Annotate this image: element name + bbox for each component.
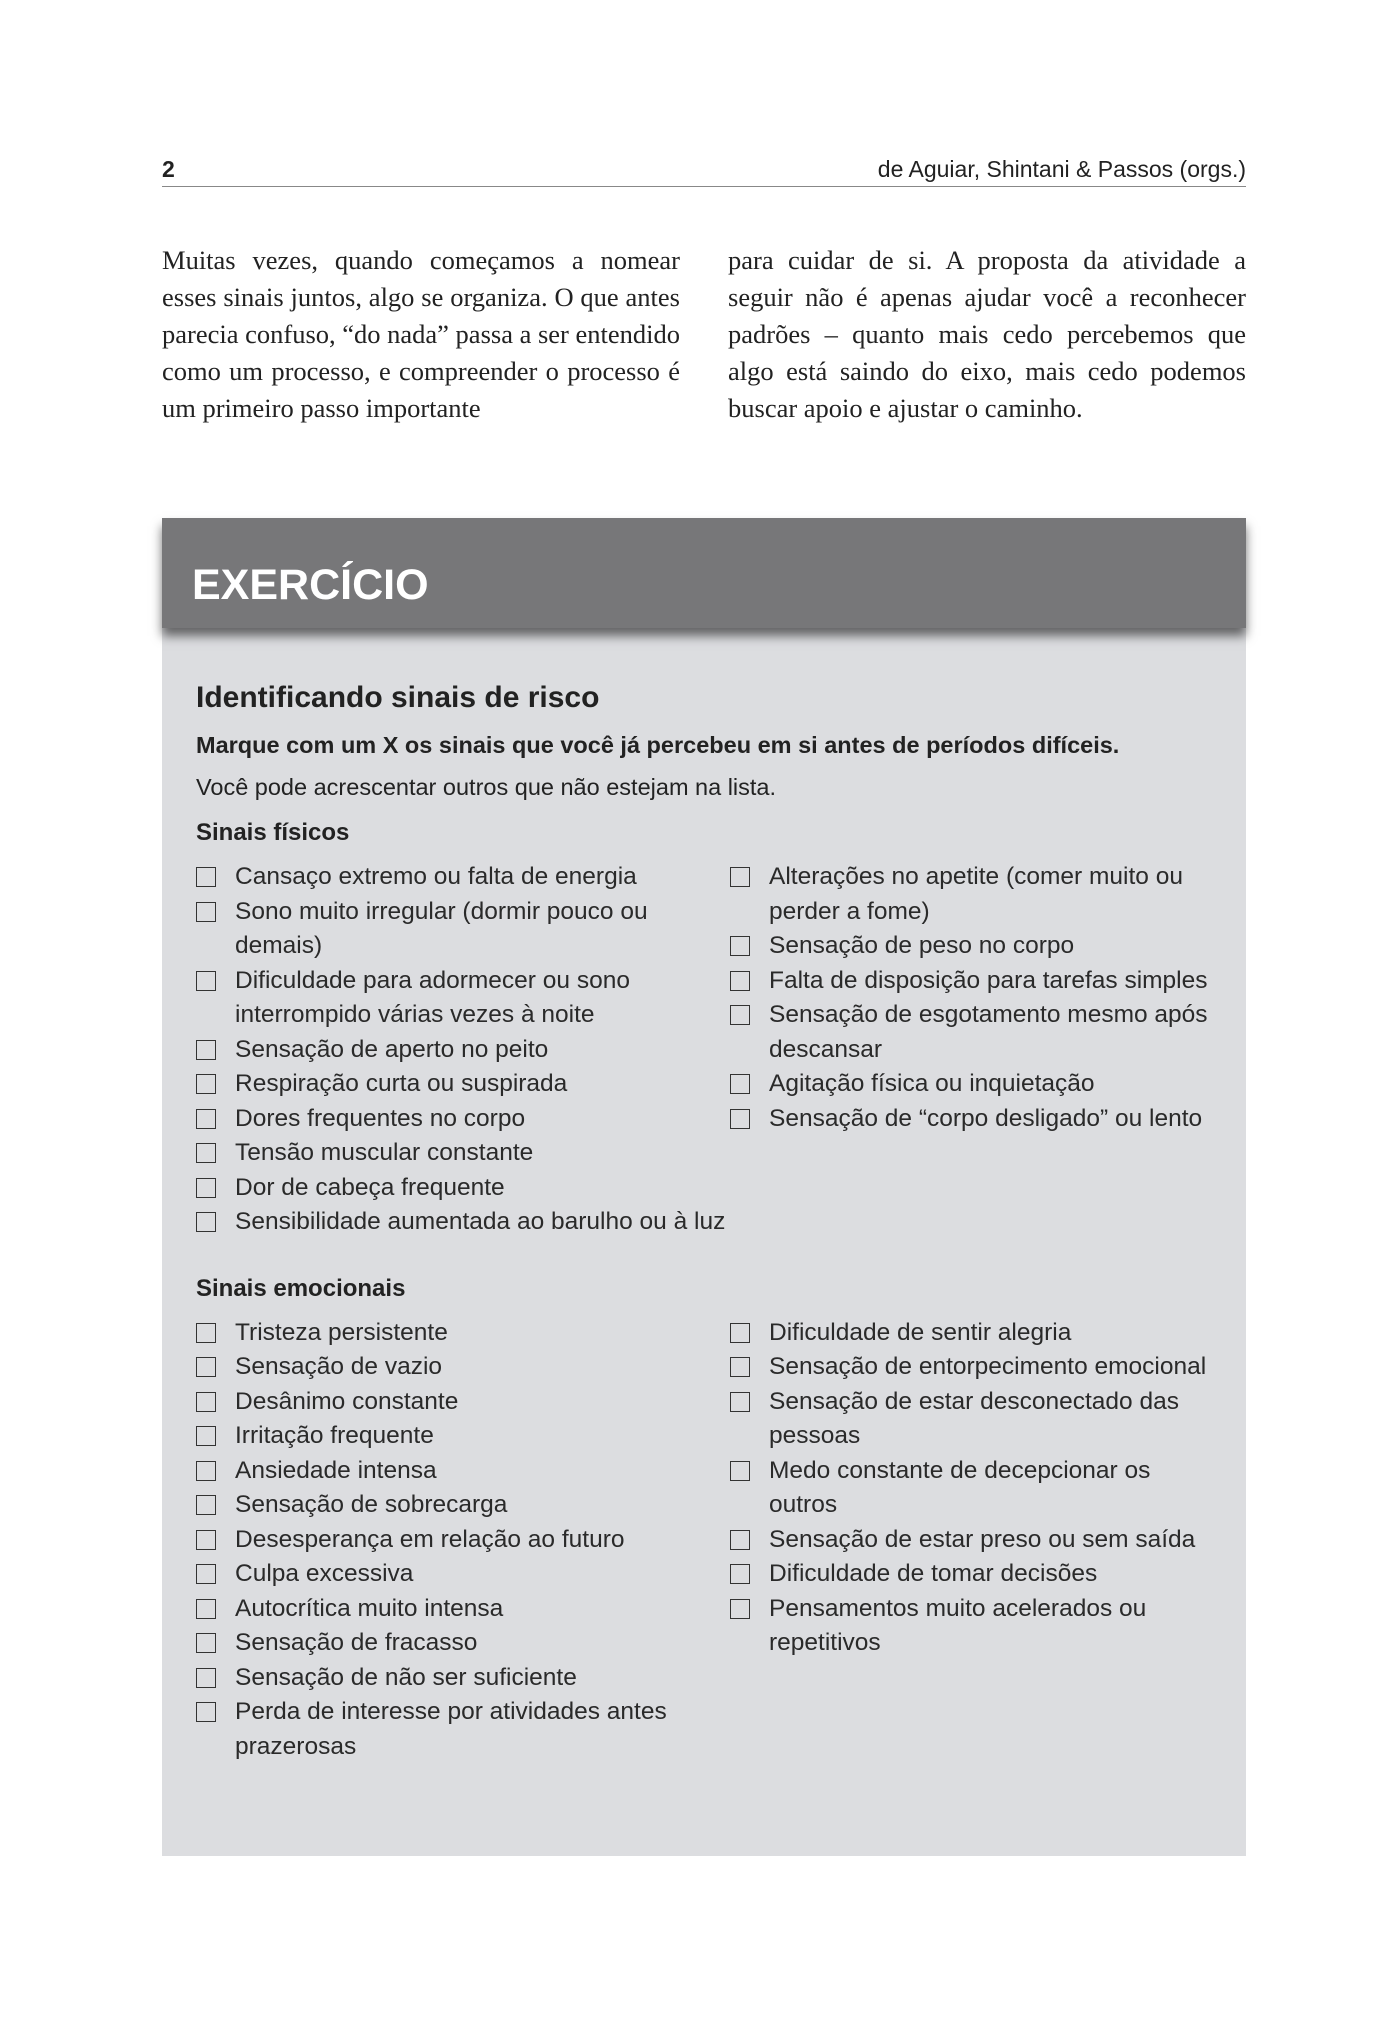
checklist-item-label: Dificuldade de tomar decisões	[769, 1560, 1098, 1587]
exercise-banner-label: EXERCÍCIO	[192, 561, 429, 609]
exercise-content	[196, 674, 1216, 1764]
checklist-item-label: Dores frequentes no corpo	[235, 1104, 526, 1132]
checkbox[interactable]	[196, 902, 216, 922]
checklist-item	[730, 1523, 1210, 1558]
checkbox[interactable]	[196, 1564, 216, 1584]
checklist-item	[196, 1592, 730, 1627]
checklist-item-label: Sensação de “corpo desligado” ou lento	[769, 1104, 1203, 1132]
checklist	[730, 1316, 1210, 1661]
checkbox[interactable]	[196, 1495, 216, 1515]
checklist-item	[196, 1695, 730, 1764]
checkbox[interactable]	[196, 1212, 216, 1232]
checkbox[interactable]	[196, 1109, 216, 1129]
checklist-item	[196, 1136, 730, 1171]
checkbox[interactable]	[730, 1461, 750, 1481]
checklist-item-label: Irritação frequente	[235, 1422, 434, 1449]
checklist-item-label: Autocrítica muito intensa	[235, 1594, 504, 1622]
intro-text	[162, 242, 1246, 427]
checklist-item	[196, 1557, 730, 1592]
section-heading: Sinais físicos	[196, 819, 350, 846]
checklist-item	[196, 1488, 730, 1523]
checkbox[interactable]	[196, 1702, 216, 1722]
checklist-item-label: Desânimo constante	[235, 1387, 459, 1415]
checkbox[interactable]	[730, 936, 750, 956]
checkbox[interactable]	[196, 1357, 216, 1377]
checklist-item	[196, 1454, 730, 1489]
checklist-item-label: Agitação física ou inquietação	[769, 1070, 1095, 1097]
checklist-item-label: Culpa excessiva	[235, 1560, 414, 1587]
checkbox[interactable]	[196, 1323, 216, 1343]
checklist-column-left	[196, 1316, 730, 1765]
checkbox[interactable]	[730, 1392, 750, 1412]
checkbox[interactable]	[196, 1074, 216, 1094]
checklist-item	[196, 964, 730, 1033]
checklist	[196, 860, 730, 1240]
checklist-item-label: Sensação de entorpecimento emocional	[769, 1353, 1207, 1380]
checklist-item-label: Cansaço extremo ou falta de energia	[235, 863, 637, 890]
checkbox[interactable]	[196, 1530, 216, 1550]
checklist-item-label: Sensação de sobrecarga	[235, 1491, 508, 1518]
checkbox[interactable]	[196, 1426, 216, 1446]
checklist-item	[730, 1102, 1210, 1137]
checklist-item-label: Sensibilidade aumentada ao barulho ou à luz	[235, 1208, 726, 1235]
checklist-item	[196, 1067, 730, 1102]
checklist-item	[196, 1523, 730, 1558]
checkbox[interactable]	[196, 1461, 216, 1481]
checklist-item	[196, 895, 730, 964]
checklist	[730, 860, 1210, 1136]
checklist-column-right	[730, 1316, 1210, 1765]
checklist-item-label: Pensamentos muito acelerados ou repetitivos	[769, 1594, 1147, 1656]
intro-paragraph-left: Muitas vezes, quando começamos a nomear esses sinais juntos, algo se organiza. O que antes parecia confuso, “do nada” passa a ser entendido como um processo, e compreender o processo é um primeiro passo importante	[162, 245, 680, 423]
running-head: de Aguiar, Shintani & Passos (orgs.)	[877, 156, 1246, 182]
checklist-item-label: Sensação de estar preso ou sem saída	[769, 1525, 1196, 1553]
exercise-instruction: Marque com um X os sinais que você já percebeu em si antes de períodos difíceis.	[196, 732, 1120, 758]
exercise-banner	[162, 518, 1246, 628]
section-emotional-signs	[196, 1272, 1216, 1765]
checklist-item	[730, 860, 1210, 929]
checklist	[196, 1316, 730, 1765]
intro-paragraph-right: para cuidar de si. A proposta da atividade a seguir não é apenas ajudar você a reconhecer padrões – quanto mais cedo percebemos que algo está saindo do eixo, mais cedo podemos buscar apoio e ajustar o caminho.	[728, 245, 1246, 423]
checkbox[interactable]	[730, 1357, 750, 1377]
checkbox[interactable]	[730, 1109, 750, 1129]
checklist-item	[730, 1592, 1210, 1661]
checklist-item-label: Tensão muscular constante	[235, 1139, 534, 1166]
exercise-subinstruction: Você pode acrescentar outros que não estejam na lista.	[196, 774, 777, 800]
checklist-item	[730, 1557, 1210, 1592]
checklist-item	[730, 1385, 1210, 1454]
checklist-item-label: Medo constante de decepcionar os outros	[769, 1456, 1151, 1518]
checklist-item-label: Sensação de vazio	[235, 1353, 443, 1380]
checkbox[interactable]	[196, 1143, 216, 1163]
checkbox[interactable]	[196, 1040, 216, 1060]
checkbox[interactable]	[730, 1599, 750, 1619]
checklist-item-label: Sono muito irregular (dormir pouco ou demais)	[235, 897, 648, 959]
checklist-column-left	[196, 860, 730, 1240]
checklist-item-label: Dificuldade de sentir alegria	[769, 1318, 1072, 1346]
checklist-item-label: Dificuldade para adormecer ou sono interrompido várias vezes à noite	[235, 966, 630, 1028]
checkbox[interactable]	[196, 1392, 216, 1412]
checklist-item	[196, 1171, 730, 1206]
checklist-item	[730, 998, 1210, 1067]
page-header	[162, 156, 1246, 187]
section-physical-signs	[196, 816, 1216, 1240]
checklist-item-label: Ansiedade intensa	[235, 1456, 437, 1484]
checklist-item	[196, 1661, 730, 1696]
checklist-item	[730, 1454, 1210, 1523]
checklist-item	[730, 1350, 1210, 1385]
checkbox[interactable]	[730, 1005, 750, 1025]
checkbox[interactable]	[196, 1668, 216, 1688]
checklist-item	[730, 964, 1210, 999]
checklist-item-label: Alterações no apetite (comer muito ou perder a fome)	[769, 863, 1183, 925]
checklist-item	[196, 860, 730, 895]
checkbox[interactable]	[196, 1178, 216, 1198]
checklist-item	[196, 1419, 730, 1454]
exercise-title: Identificando sinais de risco	[196, 681, 600, 714]
checklist-item	[730, 1067, 1210, 1102]
section-heading: Sinais emocionais	[196, 1274, 406, 1302]
page-number: 2	[162, 156, 175, 182]
checklist-item-label: Sensação de aperto no peito	[235, 1035, 549, 1063]
checklist-item-label: Respiração curta ou suspirada	[235, 1070, 568, 1097]
checklist-item	[196, 1033, 730, 1068]
checklist-item	[196, 1626, 730, 1661]
checkbox[interactable]	[730, 1530, 750, 1550]
checkbox[interactable]	[730, 1074, 750, 1094]
checklist-item	[196, 1385, 730, 1420]
checkbox[interactable]	[730, 867, 750, 887]
checklist-item-label: Tristeza persistente	[235, 1318, 448, 1346]
checklist-item-label: Sensação de estar desconectado das pessoas	[769, 1387, 1179, 1449]
checkbox[interactable]	[730, 971, 750, 991]
checklist-item	[196, 1316, 730, 1351]
checklist-item	[730, 1316, 1210, 1351]
checklist-item-label: Falta de disposição para tarefas simples	[769, 966, 1208, 994]
checklist-item-label: Desesperança em relação ao futuro	[235, 1525, 625, 1553]
checkbox[interactable]	[196, 971, 216, 991]
checklist-item-label: Perda de interesse por atividades antes prazerosas	[235, 1698, 667, 1760]
checkbox[interactable]	[196, 867, 216, 887]
checkbox[interactable]	[730, 1564, 750, 1584]
checklist-item	[196, 1205, 730, 1240]
checklist-item	[196, 1102, 730, 1137]
checklist-column-right	[730, 860, 1210, 1240]
checklist-item-label: Sensação de não ser suficiente	[235, 1663, 577, 1691]
checkbox[interactable]	[196, 1633, 216, 1653]
checkbox[interactable]	[730, 1323, 750, 1343]
checklist-item-label: Sensação de fracasso	[235, 1629, 478, 1656]
checklist-item	[196, 1350, 730, 1385]
checklist-item-label: Sensação de esgotamento mesmo após descansar	[769, 1001, 1208, 1063]
checklist-item	[730, 929, 1210, 964]
checklist-columns	[196, 1316, 1216, 1765]
checkbox[interactable]	[196, 1599, 216, 1619]
checklist-columns	[196, 860, 1216, 1240]
checklist-item-label: Dor de cabeça frequente	[235, 1173, 505, 1201]
checklist-item-label: Sensação de peso no corpo	[769, 932, 1075, 959]
